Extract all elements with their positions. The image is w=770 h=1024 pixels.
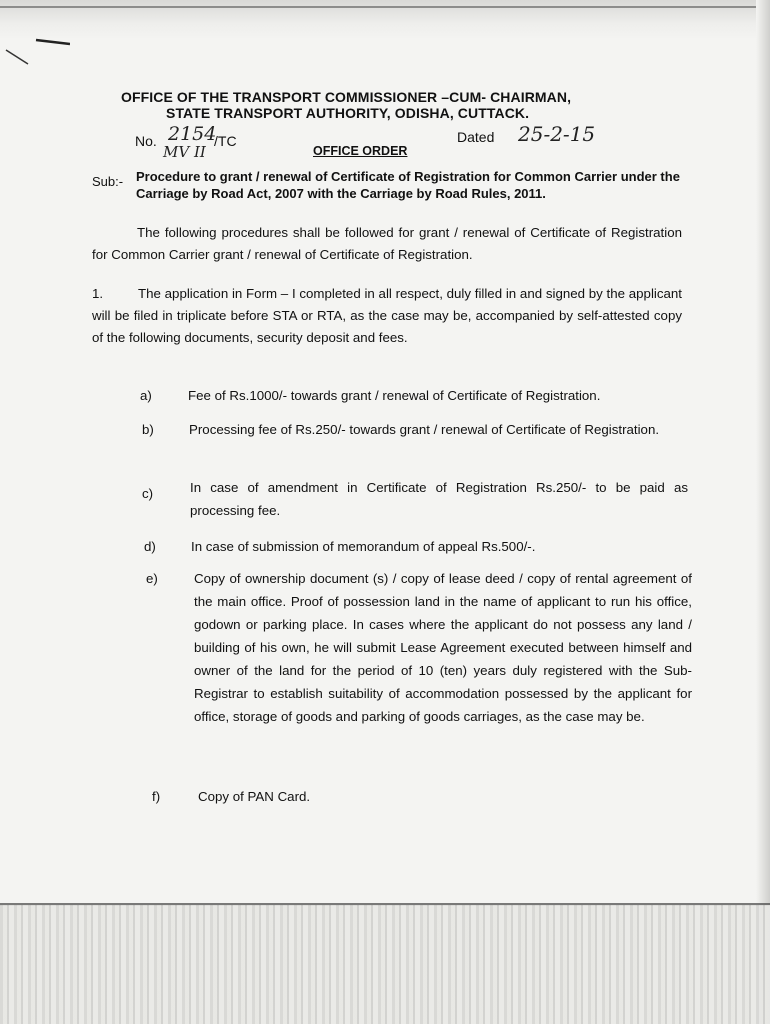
list-item — [142, 418, 702, 466]
list-item-text: In case of amendment in Certificate of Registration Rs.250/- to be paid as processing fee. — [190, 480, 688, 518]
list-item-marker: a) — [140, 388, 152, 403]
list-item-marker: e) — [146, 571, 158, 586]
header-line-2: STATE TRANSPORT AUTHORITY, ODISHA, CUTTACK. — [166, 105, 530, 121]
scan-bottom-noise — [0, 905, 770, 1024]
header-line-1: OFFICE OF THE TRANSPORT COMMISSIONER –CUM- CHAIRMAN, — [121, 89, 572, 105]
order-number-handwritten: 2154 — [168, 123, 217, 145]
subject-label: Sub:- — [92, 174, 124, 189]
list-item-text: Fee of Rs.1000/- towards grant / renewal of Certificate of Registration. — [188, 388, 601, 403]
dated-label: Dated — [457, 129, 495, 145]
list-item-text: Processing fee of Rs.250/- towards grant / renewal of Certificate of Registration. — [189, 422, 660, 437]
paragraph-1-number: 1. — [92, 286, 104, 301]
scan-top-edge — [0, 6, 770, 8]
scan-right-shadow — [756, 0, 770, 1024]
list-item-text: In case of submission of memorandum of appeal Rs.500/-. — [191, 539, 536, 554]
list-item — [146, 567, 706, 777]
list-item-marker: b) — [142, 422, 154, 437]
order-number-suffix: /TC — [214, 133, 237, 149]
office-order-title: OFFICE ORDER — [313, 144, 408, 158]
list-item — [140, 384, 700, 408]
order-subnumber-handwritten: MV II — [163, 143, 206, 161]
list-item-text: Copy of ownership document (s) / copy of lease deed / copy of rental agreement of the main office. Proof of possession land in the name of applicant to run his office, godown or parking place. In cases where the applicant do not possess any land / building of his own, he will submit Lease Agreement executed between himself and owner of the land for the period of 10 (ten) years duly registered with the Sub-Registrar to establish suitability of accommodation possessed by the applicant for office, storage of goods and parking of goods carriages, as the case may be. — [194, 571, 692, 724]
corner-pen-mark — [0, 30, 70, 90]
list-item-marker: f) — [152, 789, 161, 804]
list-item-marker: c) — [142, 486, 154, 501]
subject-text: Procedure to grant / renewal of Certificate of Registration for Common Carrier under the Carriage by Road Act, 2007 with the Carriage by Road Rules, 2011. — [136, 169, 680, 201]
paragraph-1-text: The application in Form – I completed in all respect, duly filled in and signed by the applicant will be filed in triplicate before STA or RTA, as the case may be, accompanied by self-attested copy of the following documents, security deposit and fees. — [92, 286, 682, 345]
list-item-marker: d) — [144, 539, 156, 554]
list-item — [152, 785, 712, 809]
date-handwritten: 25-2-15 — [518, 122, 596, 146]
list-item — [142, 476, 702, 524]
order-number-label: No. — [135, 133, 157, 149]
list-item — [144, 535, 704, 559]
paragraph-1 — [92, 283, 682, 349]
list-item-text: Copy of PAN Card. — [198, 789, 311, 804]
intro-paragraph: The following procedures shall be followed for grant / renewal of Certificate of Registration for Common Carrier grant / renewal of Certificate of Registration. — [92, 225, 682, 262]
